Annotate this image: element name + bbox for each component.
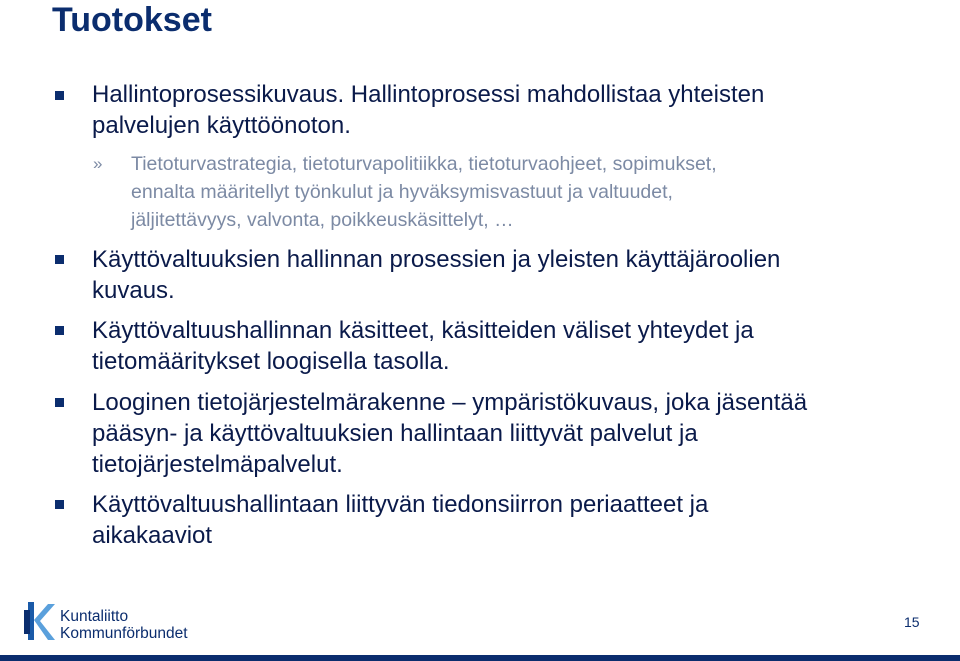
bullet-line: tietomääritykset loogisella tasolla. xyxy=(92,348,450,375)
bullet-marker xyxy=(55,398,64,407)
subbullet-line: ennalta määritellyt työnkulut ja hyväksymisvastuut ja valtuudet, xyxy=(131,181,673,203)
subbullet-marker: » xyxy=(93,154,103,173)
bullet-line: Looginen tietojärjestelmärakenne – ympäristökuvaus, joka jäsentää xyxy=(92,389,808,416)
bullet-item xyxy=(92,489,912,551)
bullet-marker xyxy=(55,500,64,509)
bullet-marker xyxy=(55,91,64,100)
bullet-line: tietojärjestelmäpalvelut. xyxy=(92,451,343,478)
bullet-marker xyxy=(55,326,64,335)
bullet-item xyxy=(92,315,912,377)
bullet-line: aikakaaviot xyxy=(92,522,213,549)
bullet-line: pääsyn- ja käyttövaltuuksien hallintaan liittyvät palvelut ja xyxy=(92,420,698,447)
logo-line: Kuntaliitto xyxy=(60,608,129,625)
page-number: 15 xyxy=(904,614,920,630)
logo-line: Kommunförbundet xyxy=(60,625,188,642)
footer-divider xyxy=(0,655,960,661)
subbullet-item xyxy=(131,150,891,234)
subbullet-line: Tietoturvastrategia, tietoturvapolitiikka, tietoturvaohjeet, sopimukset, xyxy=(131,153,717,175)
bullet-item xyxy=(92,387,912,480)
bullet-line: Käyttövaltuushallinnan käsitteet, käsitteiden väliset yhteydet ja xyxy=(92,317,754,344)
bullet-line: Hallintoprosessikuvaus. Hallintoprosessi mahdollistaa yhteisten xyxy=(92,81,765,108)
slide-title: Tuotokset xyxy=(52,1,212,39)
bullet-line: palvelujen käyttöönoton. xyxy=(92,112,351,139)
bullet-line: Käyttövaltuuksien hallinnan prosessien ja yleisten käyttäjäroolien xyxy=(92,246,781,273)
bullet-line: kuvaus. xyxy=(92,277,175,304)
subbullet-line: jäljitettävyys, valvonta, poikkeuskäsittelyt, … xyxy=(131,209,514,231)
bullet-item xyxy=(92,79,912,141)
bullet-line: Käyttövaltuushallintaan liittyvän tiedonsiirron periaatteet ja xyxy=(92,491,709,518)
logo-text xyxy=(60,608,188,642)
bullet-marker xyxy=(55,255,64,264)
bullet-item xyxy=(92,244,912,306)
